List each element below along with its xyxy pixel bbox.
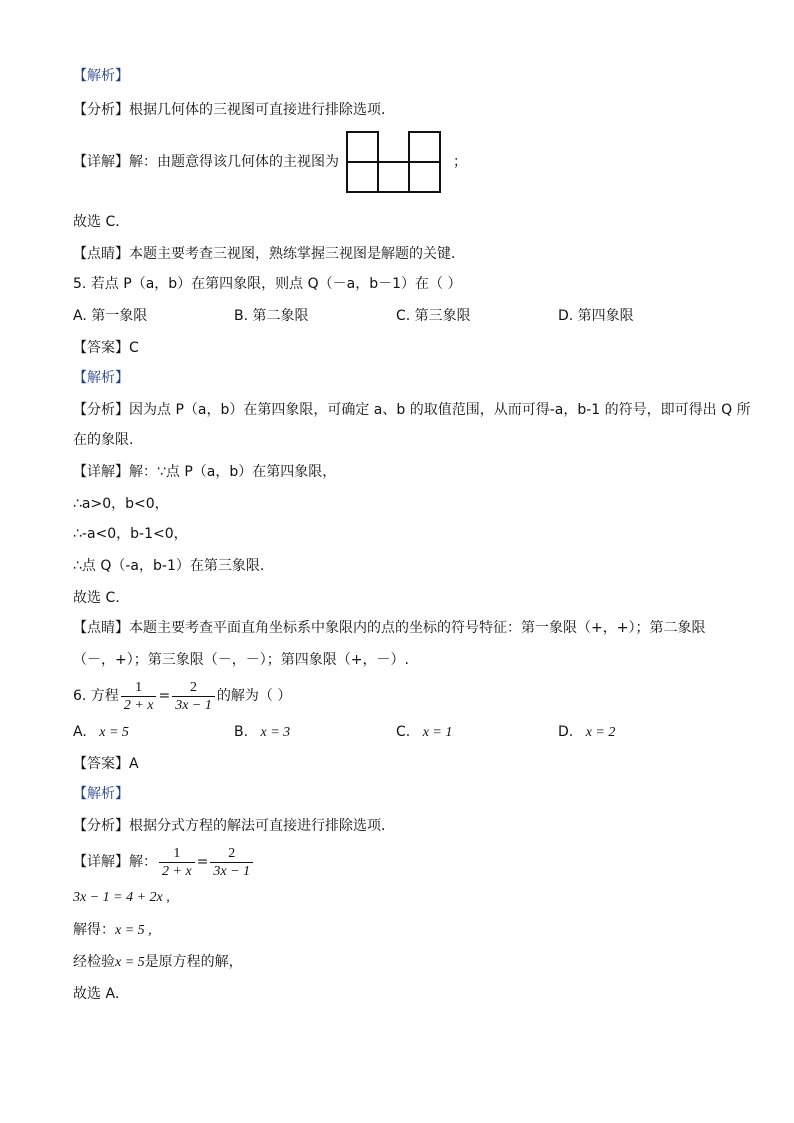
step-6-1: 3x − 1 = 4 + 2x ,: [73, 890, 170, 905]
front-view-grid-figure: [345, 130, 443, 194]
q5-option-c: C. 第三象限: [396, 308, 471, 324]
comment-5-line2: （－，+）；第三象限（－，－）；第四象限（+，－）.: [73, 652, 409, 668]
fraction-right-detail-numerator: 2: [210, 845, 253, 863]
detail-line-front-view: [73, 130, 467, 194]
q6-prefix: 6. 方程: [73, 688, 119, 704]
q6-option-b: [234, 722, 290, 743]
q6-option-a: [73, 722, 129, 743]
choose-line: 故选 C．: [73, 214, 130, 230]
step-6-2-prefix: 解得：: [73, 922, 115, 938]
comment-line: 【点睛】本题主要考查三视图，熟练掌握三视图是解题的关键．: [73, 246, 465, 262]
q6-option-d-expr: x = 2: [585, 725, 616, 740]
step-6-3-suffix: 是原方程的解，: [144, 954, 243, 970]
section-tag-jiexi-5: 【解析】: [73, 370, 129, 386]
fraction-right-denominator: 3x − 1: [175, 697, 212, 713]
fraction-right-detail-denominator: 3x − 1: [213, 863, 251, 879]
equals-sign: =: [158, 688, 171, 704]
detail-6-equation: [73, 842, 255, 882]
step-5-3: ∴点 Q（-a，b-1）在第三象限.: [73, 558, 265, 574]
q6-option-d: [558, 722, 615, 743]
question-5-stem: 5. 若点 P（a，b）在第四象限，则点 Q（－a，b－1）在（ ）: [73, 276, 462, 292]
fraction-left-detail-denominator: 2 + x: [162, 863, 192, 879]
comment-5-line1: 【点睛】本题主要考查平面直角坐标系中象限内的点的坐标的符号特征：第一象限（+，+）；第二象限: [73, 620, 706, 636]
answer-6: 【答案】A: [73, 756, 139, 772]
q6-option-a-expr: x = 5: [99, 725, 129, 740]
answer-5: 【答案】C: [73, 340, 139, 356]
q6-suffix: 的解为（ ）: [216, 688, 292, 704]
detail-5: 【详解】解：∵点 P（a，b）在第四象限，: [73, 464, 337, 480]
analysis-line: 【分析】根据几何体的三视图可直接进行排除选项．: [73, 102, 395, 118]
fraction-left-detail: [159, 845, 195, 880]
step-5-1: ∴a>0，b<0，: [73, 496, 169, 512]
fraction-right: [172, 679, 215, 714]
fraction-left: [121, 679, 157, 714]
step-6-3-expr: x = 5: [115, 955, 145, 970]
q6-option-c: [396, 722, 452, 743]
fraction-left-numerator: 1: [121, 679, 157, 697]
q6-option-b-expr: x = 3: [260, 725, 291, 740]
fraction-right-detail: [210, 845, 253, 880]
q5-option-a: A. 第一象限: [73, 308, 148, 324]
step-5-2: ∴-a<0，b-1<0，: [73, 526, 188, 542]
analysis-5-line2: 在的象限.: [73, 432, 134, 448]
q5-option-d: D. 第四象限: [558, 308, 634, 324]
choose-6: 故选 A．: [73, 986, 130, 1002]
q6-option-b-letter: B.: [234, 724, 249, 740]
step-6-3: [73, 952, 243, 973]
step-6-2: [73, 920, 152, 941]
step-6-2-expr: x = 5 ,: [115, 923, 152, 938]
analysis-5-line1: 【分析】因为点 P（a，b）在第四象限，可确定 a、b 的取值范围，从而可得-a，b-1 的符号，即可得出 Q 所: [73, 402, 751, 418]
section-tag-jiexi-6: 【解析】: [73, 786, 129, 802]
q6-option-c-expr: x = 1: [422, 725, 453, 740]
q6-option-d-letter: D.: [558, 724, 574, 740]
choose-5: 故选 C.: [73, 590, 120, 606]
q5-option-b: B. 第二象限: [234, 308, 309, 324]
fraction-left-detail-numerator: 1: [159, 845, 195, 863]
equals-sign-detail: =: [196, 854, 209, 870]
q6-option-c-letter: C.: [396, 724, 411, 740]
analysis-6: 【分析】根据分式方程的解法可直接进行排除选项．: [73, 818, 395, 834]
detail-suffix: ；: [453, 154, 467, 170]
step-6-3-prefix: 经检验: [73, 954, 115, 970]
detail-prefix: 【详解】解：由题意得该几何体的主视图为: [73, 154, 339, 170]
fraction-left-denominator: 2 + x: [123, 697, 154, 713]
detail-6-prefix: 【详解】解：: [73, 854, 157, 870]
section-tag-jiexi: 【解析】: [73, 68, 129, 84]
fraction-right-numerator: 2: [172, 679, 215, 697]
q6-option-a-letter: A.: [73, 724, 87, 740]
question-6-stem: [73, 676, 291, 716]
